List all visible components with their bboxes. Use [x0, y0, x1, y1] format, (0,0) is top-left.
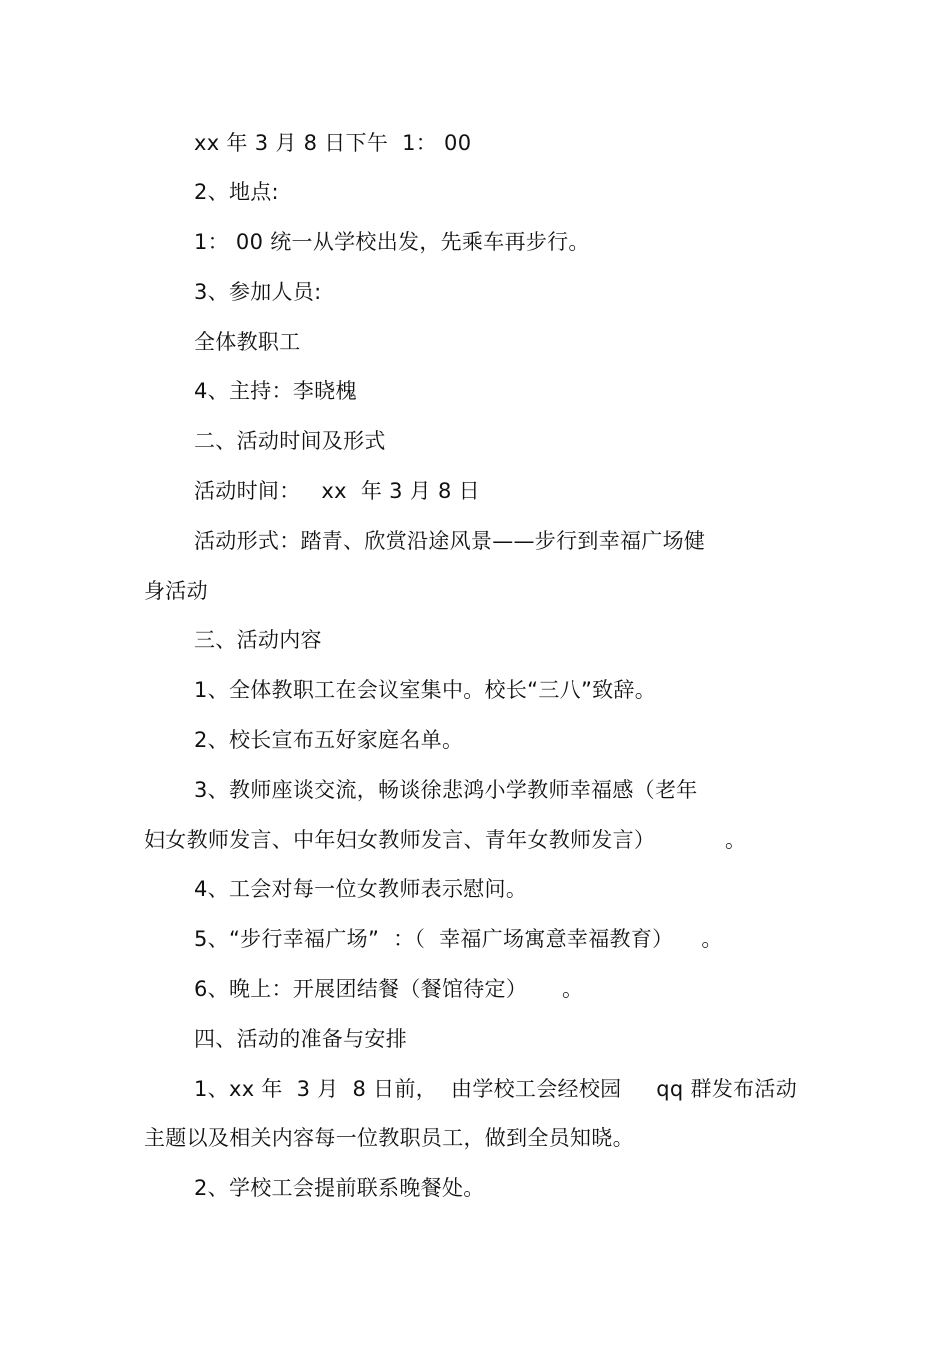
text-line-prep-1: 1、xx 年 3 月 8 日前， 由学校工会经校园 qq 群发布活动 [194, 1077, 798, 1101]
text-line-content-2: 2、校长宣布五好家庭名单。 [194, 728, 464, 752]
text-line-participants: 全体教职工 [194, 330, 301, 354]
text-line-prep-1-cont: 主题以及相关内容每一位教职员工，做到全员知晓。 [144, 1126, 634, 1150]
text-line-time: xx 年 3 月 8 日下午 1： 00 [194, 131, 472, 155]
text-line-content-3-cont: 妇女教师发言、中年妇女教师发言、青年女教师发言） 。 [144, 828, 747, 852]
text-line-participants-heading: 3、参加人员: [194, 280, 322, 304]
text-line-content-3: 3、教师座谈交流，畅谈徐悲鸿小学教师幸福感（老年 [194, 778, 698, 802]
section-heading-time-form: 二、活动时间及形式 [194, 429, 386, 453]
text-line-activity-form-cont: 身活动 [144, 579, 208, 603]
text-line-prep-2: 2、学校工会提前联系晚餐处。 [194, 1176, 485, 1200]
text-line-content-4: 4、工会对每一位女教师表示慰问。 [194, 877, 528, 901]
section-heading-preparation: 四、活动的准备与安排 [194, 1027, 407, 1051]
text-line-content-5: 5、“步行幸福广场” ：（ 幸福广场寓意幸福教育） 。 [194, 927, 723, 951]
text-line-activity-form: 活动形式：踏青、欣赏沿途风景——步行到幸福广场健 [194, 529, 706, 553]
text-line-activity-time: 活动时间： xx 年 3 月 8 日 [194, 479, 480, 503]
text-line-content-6: 6、晚上：开展团结餐（餐馆待定） 。 [194, 977, 584, 1001]
text-line-location-heading: 2、地点: [194, 180, 279, 204]
text-line-host: 4、主持：李晓槐 [194, 379, 357, 403]
text-line-departure: 1： 00 统一从学校出发，先乘车再步行。 [194, 230, 590, 254]
section-heading-content: 三、活动内容 [194, 628, 322, 652]
text-line-content-1: 1、全体教职工在会议室集中。校长“三八”致辞。 [194, 678, 657, 702]
